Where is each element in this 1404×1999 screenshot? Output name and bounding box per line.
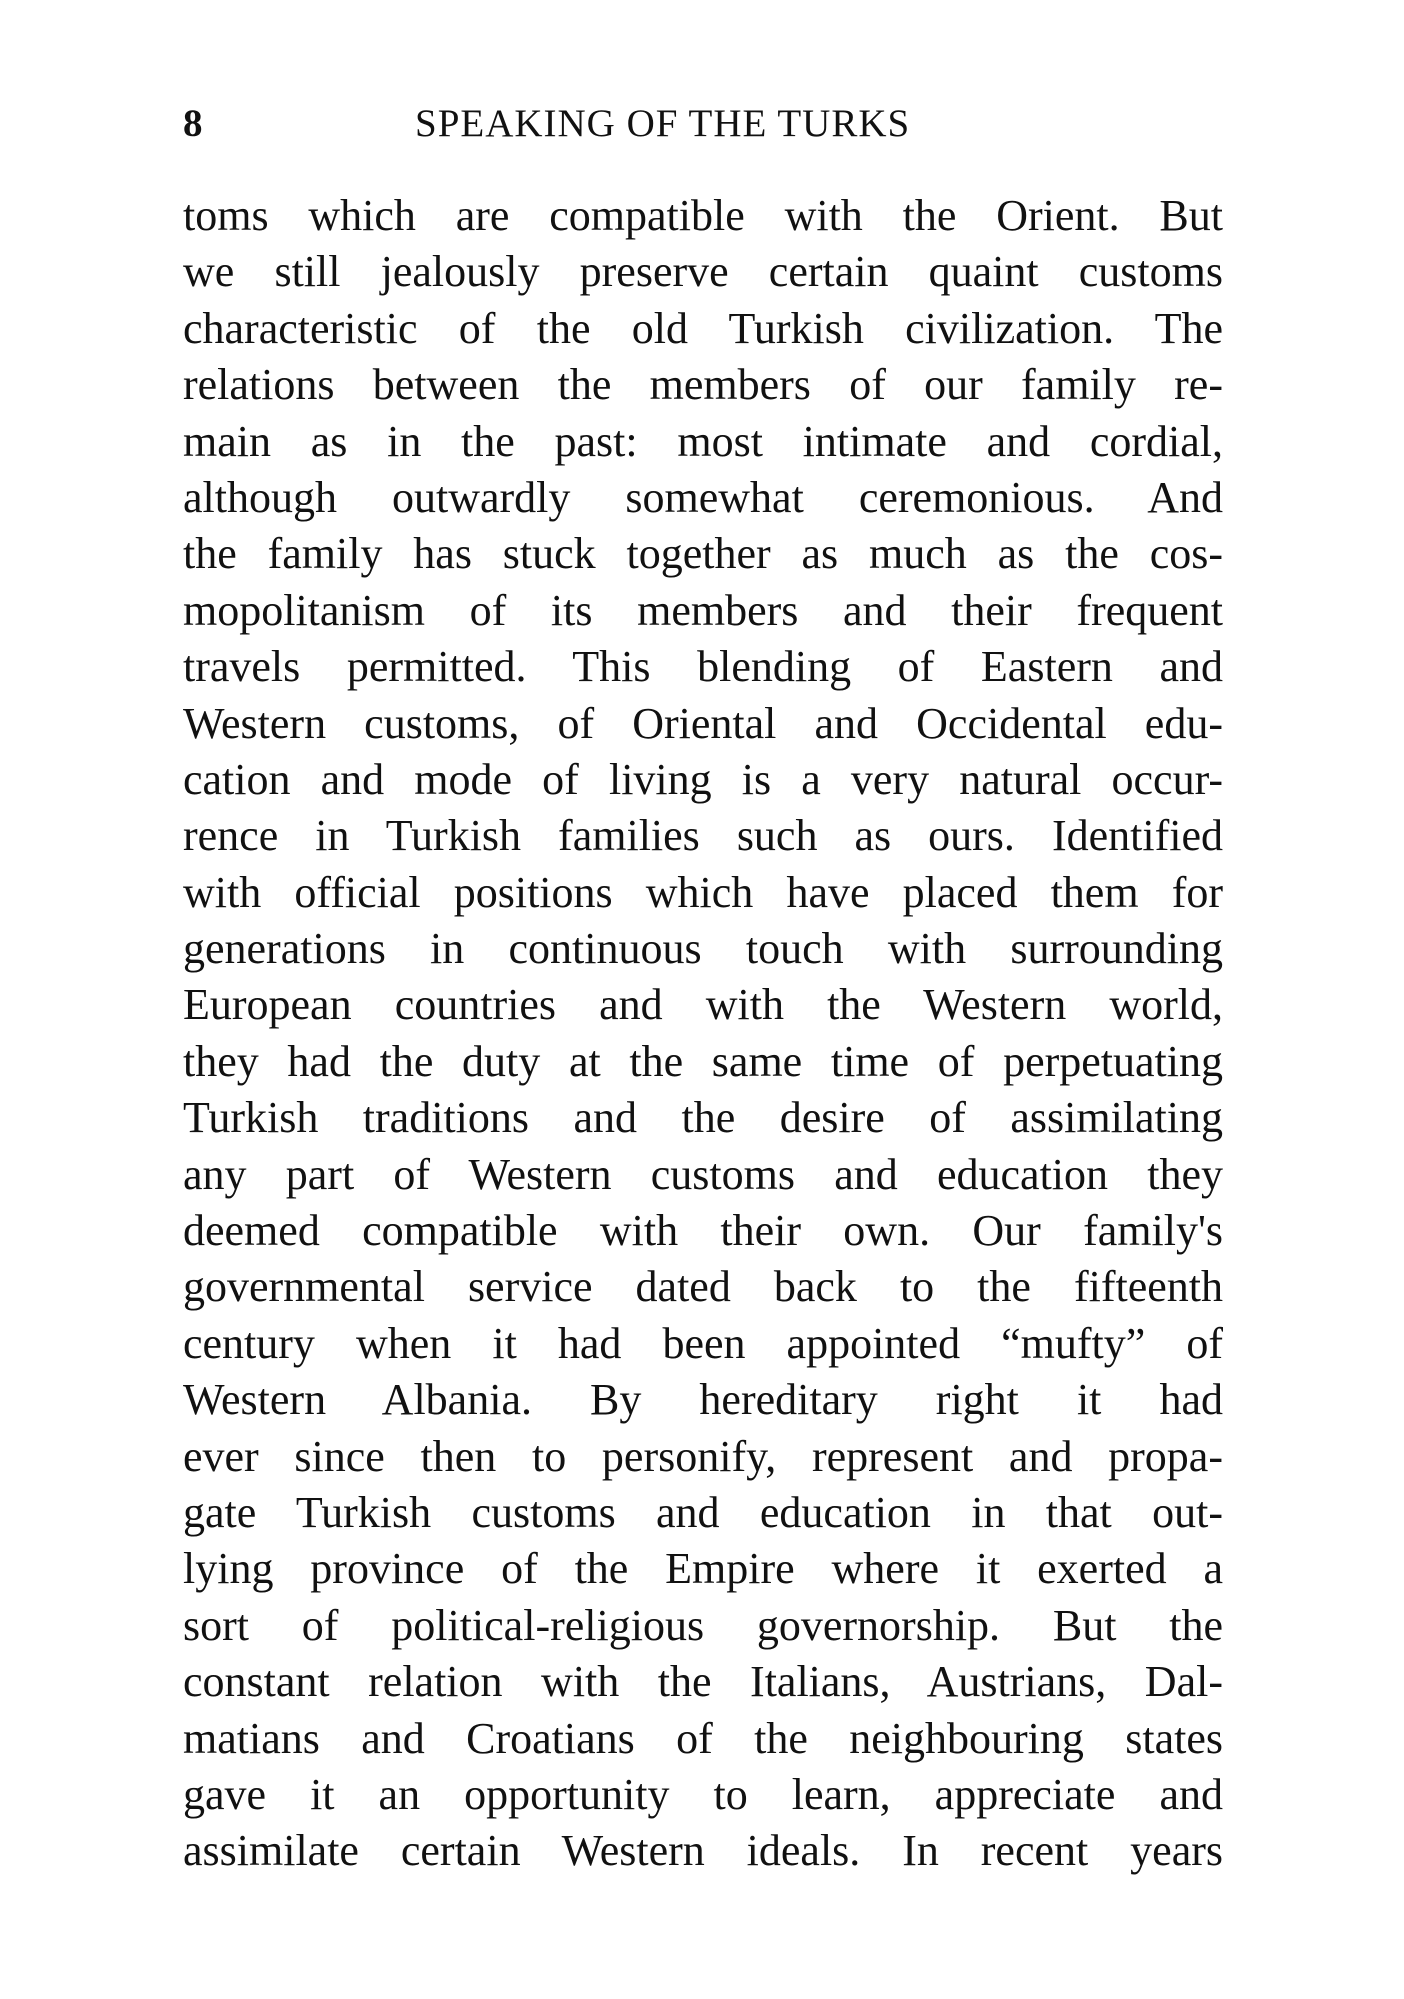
text-line: Western customs, of Oriental and Occidental edu- bbox=[183, 698, 1223, 748]
text-line: deemed compatible with their own. Our family's bbox=[183, 1206, 1223, 1256]
text-line: we still jealously preserve certain quaint customs bbox=[183, 247, 1223, 297]
running-title: SPEAKING OF THE TURKS bbox=[415, 102, 911, 145]
text-line: constant relation with the Italians, Austrians, Dal- bbox=[183, 1657, 1223, 1707]
text-line: generations in continuous touch with surrounding bbox=[183, 924, 1223, 974]
text-line: ever since then to personify, represent and propa- bbox=[183, 1431, 1223, 1481]
text-line: cation and mode of living is a very natural occur- bbox=[183, 754, 1223, 804]
running-head bbox=[183, 98, 1223, 150]
text-line: governmental service dated back to the fifteenth bbox=[183, 1262, 1223, 1312]
text-line: century when it had been appointed “mufty” of bbox=[183, 1318, 1223, 1368]
text-line: Turkish traditions and the desire of assimilating bbox=[183, 1093, 1223, 1143]
text-line: although outwardly somewhat ceremonious. And bbox=[183, 472, 1223, 522]
text-line: assimilate certain Western ideals. In recent years bbox=[183, 1826, 1223, 1876]
text-line: characteristic of the old Turkish civilization. The bbox=[183, 303, 1223, 353]
text-line: European countries and with the Western world, bbox=[183, 980, 1223, 1030]
text-line: rence in Turkish families such as ours. Identified bbox=[183, 811, 1223, 861]
text-line: any part of Western customs and education they bbox=[183, 1149, 1223, 1199]
text-line: travels permitted. This blending of Eastern and bbox=[183, 642, 1223, 692]
text-line: the family has stuck together as much as the cos- bbox=[183, 529, 1223, 579]
text-line: gave it an opportunity to learn, appreciate and bbox=[183, 1769, 1223, 1819]
text-line: lying province of the Empire where it exerted a bbox=[183, 1544, 1223, 1594]
body-text bbox=[183, 188, 1223, 1880]
text-line: with official positions which have placed them for bbox=[183, 867, 1223, 917]
text-line: sort of political-religious governorship. But the bbox=[183, 1600, 1223, 1650]
text-line: matians and Croatians of the neighbouring states bbox=[183, 1713, 1223, 1763]
text-line: toms which are compatible with the Orient. But bbox=[183, 191, 1223, 240]
text-line: main as in the past: most intimate and cordial, bbox=[183, 416, 1223, 466]
text-line: they had the duty at the same time of perpetuating bbox=[183, 1036, 1223, 1086]
text-line: mopolitanism of its members and their frequent bbox=[183, 585, 1223, 635]
text-line: gate Turkish customs and education in that out- bbox=[183, 1487, 1223, 1537]
text-line: Western Albania. By hereditary right it had bbox=[183, 1375, 1223, 1425]
text-line: relations between the members of our family re- bbox=[183, 360, 1223, 410]
page-number: 8 bbox=[183, 102, 204, 145]
